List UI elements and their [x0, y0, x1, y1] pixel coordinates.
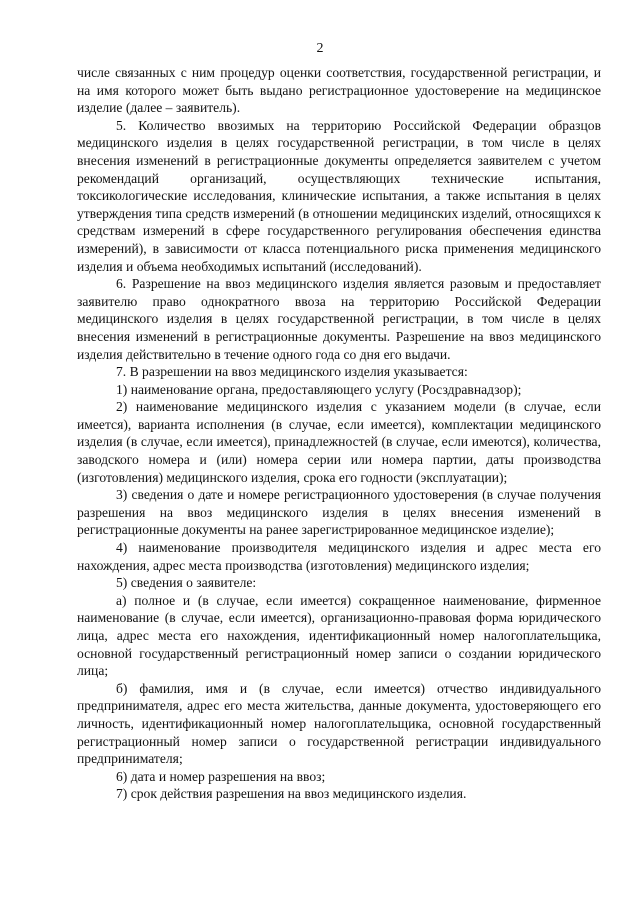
list-item-6: 6) дата и номер разрешения на ввоз; [116, 768, 326, 784]
list-item-2: 2) наименование медицинского изделия с указанием модели (в случае, если имеется), варианта исполнения (в случае, если имеется), комплектации медицинского изделия (в случае, если имеется), принадлежностей (в случае, если имеются), количества, заводского номера и (или) номера серии или номера партии, даты производства (изготовления) медицинского изделия, срока его годности (эксплуатации); [77, 399, 601, 485]
list-item-7: 7) срок действия разрешения на ввоз медицинского изделия. [116, 786, 467, 802]
paragraph-continuation: числе связанных с ним процедур оценки соответствия, государственной регистрации, и на имя которого может быть выдано регистрационное удостоверение на медицинское изделие (далее – заявитель). [77, 65, 601, 116]
sub-item-b: б) фамилия, имя и (в случае, если имеется) отчество индивидуального предпринимателя, адрес его места жительства, данные документа, удостоверяющего его личность, идентификационный номер налогоплательщика, основной государственный регистрационный номер записи о государственной регистрации индивидуального предпринимателя; [77, 680, 601, 767]
list-item-4: 4) наименование производителя медицинского изделия и адрес места его нахождения, адрес места производства (изготовления) медицинского изделия; [77, 540, 601, 573]
paragraph-item-7: 7. В разрешении на ввоз медицинского изделия указывается: [116, 364, 468, 380]
list-item-1: 1) наименование органа, предоставляющего услугу (Росздравнадзор); [116, 381, 522, 397]
paragraph-item-5: 5. Количество ввозимых на территорию Российской Федерации образцов медицинского изделия в целях государственной регистрации, в том числе в целях внесения изменений в регистрационные документы определяется заявителем с учетом рекомендаций организаций, осуществляющих технические испытания, токсикологические исследования, клинические испытания, а также испытания в целях утверждения типа средств измерений (в отношении медицинских изделий, относящихся к средствам измерений в сфере государственного регулирования обеспечения единства измерений), в зависимости от класса потенциального риска применения медицинского изделия и объема необходимых испытаний (исследований). [77, 117, 601, 274]
paragraph-item-6: 6. Разрешение на ввоз медицинского изделия является разовым и предоставляет заявителю право однократного ввоза на территорию Российской Федерации медицинского изделия в целях государственной регистрации, в том числе в целях внесения изменений в регистрационные документы. Разрешение на ввоз медицинского изделия действительно в течение одного года со дня его выдачи. [77, 276, 601, 362]
list-item-5: 5) сведения о заявителе: [116, 575, 257, 591]
document-body [77, 64, 601, 803]
list-item-3: 3) сведения о дате и номере регистрационного удостоверения (в случае получения разрешения на ввоз медицинского изделия в целях внесения изменений в регистрационные документы на ранее зарегистрированное медицинское изделие); [77, 487, 601, 538]
sub-item-a: а) полное и (в случае, если имеется) сокращенное наименование, фирменное наименование (в случае, если имеется), организационно-правовая форма юридического лица, адрес места его нахождения, идентификационный номер налогоплательщика, основной государственный регистрационный номер записи о создании юридического лица; [77, 592, 601, 679]
page-number: 2 [316, 41, 324, 56]
